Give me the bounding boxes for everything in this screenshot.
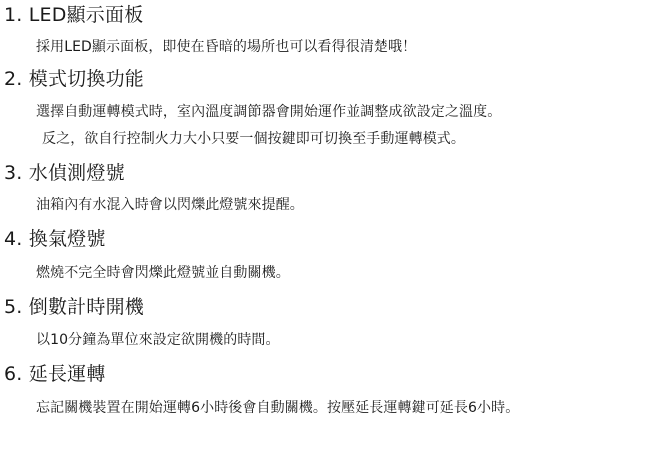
section-paragraph: 採用LED顯示面板，即使在昏暗的場所也可以看得很清楚哦！ [36,38,417,55]
section-paragraph: 燃燒不完全時會閃爍此燈號並自動關機。 [36,265,290,281]
section-body [0,398,670,419]
document-page [0,4,670,449]
section-paragraph: 反之，欲自行控制火力大小只要一個按鍵即可切換至手動運轉模式。 [42,130,465,147]
section-body [0,37,670,58]
feature-section-3 [0,162,670,217]
section-body [0,263,670,284]
section-paragraph: 油箱內有水混入時會以閃爍此燈號來提醒。 [36,197,304,214]
section-body [0,330,670,351]
section-heading: 6. 延長運轉 [4,362,106,385]
section-body [0,102,670,150]
section-heading: 1. LED顯示面板 [4,4,144,26]
section-heading: 5. 倒數計時開機 [4,296,144,318]
feature-section-2 [0,68,670,150]
section-heading: 3. 水偵測燈號 [4,161,125,184]
feature-section-6 [0,363,670,419]
section-heading: 4. 換氣燈號 [4,228,106,251]
feature-section-4 [0,228,670,284]
section-heading: 2. 模式切換功能 [4,67,144,90]
feature-section-5 [0,296,670,351]
feature-section-1 [0,4,670,58]
section-paragraph: 選擇自動運轉模式時，室內溫度調節器會開始運作並調整成欲設定之溫度。 [36,103,502,120]
section-paragraph: 忘記關機裝置在開始運轉6小時後會自動關機。按壓延長運轉鍵可延長6小時。 [36,399,520,416]
section-body [0,195,670,216]
section-paragraph: 以10分鐘為單位來設定欲開機的時間。 [36,331,280,348]
